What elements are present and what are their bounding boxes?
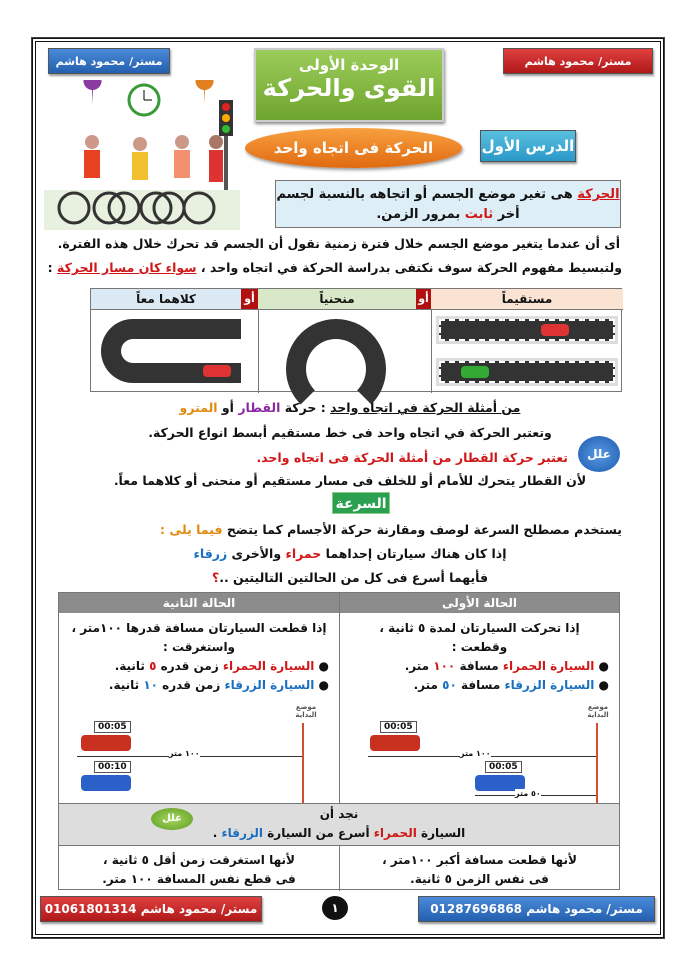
straight-road: [439, 319, 615, 341]
reason-text: فى نفس الزمن ٥ ثانية.: [410, 872, 549, 886]
green-car-icon: [461, 366, 489, 378]
path-straight-label: مستقيماً: [431, 289, 623, 309]
case-second: الحالة الثانية إذا قطعت السيارتان مسافة قدرها ١٠٠متر ، واستغرقت : ● السيارة الحمراء زمن قدره ٥ ثانية. ● السيارة الزرقاء زمن قدره ١٠ ثانية.: [59, 593, 339, 695]
text: أو: [217, 400, 239, 415]
unit-title: القوى والحركة: [262, 74, 436, 102]
text: فأيهما أسرع فى كل من الحالتين التاليتين ..: [219, 570, 489, 585]
path-curved-label: منحنياً: [258, 289, 416, 309]
why-badge: علل: [578, 436, 620, 472]
definition-term: الحركة: [577, 187, 620, 202]
text: إذا كان هناك سيارتان إحداهما: [321, 546, 507, 561]
text: : حركة: [280, 400, 331, 415]
definition-highlight: ثابت: [464, 207, 494, 222]
case-text: وقطعت :: [451, 640, 508, 654]
case-text: مسافة: [456, 678, 505, 692]
lesson-title: الحركة فى اتجاه واحد: [245, 128, 462, 168]
case-second-diagram: [59, 701, 339, 803]
start-line: [302, 723, 304, 803]
definition-text: هى تغير موضع الجسم أو اتجاهه بالنسبة لجسم: [276, 187, 578, 202]
text: :: [47, 260, 58, 275]
conclusion: [59, 805, 619, 843]
highlight: ؟: [211, 570, 220, 585]
blue-car-icon: [81, 775, 131, 791]
case-text: واستغرقت :: [162, 640, 236, 654]
highlight: فيما يلى :: [160, 522, 223, 537]
footer-contact-left: مستر/ محمود هاشم 01061801314: [40, 896, 262, 922]
reason-answer: لأن القطار يتحرك للأمام أو للخلف فى مسار مستقيم أو منحنى أو كلاهما معاً.: [113, 473, 587, 488]
unit-subtitle: الوحدة الأولى: [298, 56, 400, 74]
highlight: الحمراء: [373, 826, 417, 840]
text: من أمثلة الحركة في اتجاه واحد: [330, 400, 521, 415]
distance-label: ٥٠ متر: [515, 789, 541, 798]
text: والأخرى: [227, 546, 286, 561]
case-first: الحالة الأولى إذا تحركت السيارتان لمدة ٥ ثانية ، وقطعت : ● السيارة الحمراء مسافة ١٠٠ متر. ● السيارة الزرقاء مسافة ٥٠ متر.: [340, 593, 619, 695]
distance-label: ١٠٠ متر: [169, 749, 200, 758]
page-number: ١: [322, 896, 348, 920]
timer: 00:10: [94, 761, 131, 773]
author-label-left: مستر/ محمود هاشم: [48, 48, 170, 74]
text: السيارة: [416, 826, 466, 840]
lesson-label: الدرس الأول: [480, 130, 576, 162]
path-types-table: [90, 288, 622, 392]
text: ولتبسيط مفهوم الحركة سوف نكتفى بدراسة الحركة في اتجاه واحد ،: [196, 260, 622, 275]
case-text: متر.: [404, 659, 434, 673]
reason-text: لأنها استغرقت زمن أقل ٥ ثانية ،: [103, 853, 295, 867]
reason-question: تعتبر حركة القطار من أمثلة الحركة فى اتجاه واحد.: [256, 450, 568, 465]
text: .: [212, 826, 222, 840]
case-title: الحالة الأولى: [442, 596, 517, 610]
definition-text: أخر: [493, 207, 520, 222]
red-car-icon: [81, 735, 131, 751]
cases-table: [58, 592, 620, 890]
case-text: مسافة: [455, 659, 503, 673]
case-title: الحالة الثانية: [162, 596, 236, 610]
cyclists-illustration: [44, 80, 240, 230]
conclusion-text: نجد أن: [319, 807, 359, 821]
paragraph-line: وتعتبر الحركة في اتجاه واحد فى خط مستقيم أبسط انواع الحركة.: [148, 425, 552, 440]
timer: 00:05: [380, 721, 417, 733]
timer: 00:05: [485, 761, 522, 773]
blue-car-label: السيارة الزرقاء: [224, 678, 315, 692]
blue-car-label: السيارة الزرقاء: [504, 678, 595, 692]
value: ٥٠: [442, 678, 457, 692]
case-second-reason: [59, 851, 339, 889]
red-car-icon: [203, 365, 231, 377]
speed-title: السرعة: [332, 492, 390, 514]
case-text: متر.: [413, 678, 443, 692]
definition-text: بمرور الزمن.: [376, 207, 465, 222]
case-text: إذا تحركت السيارتان لمدة ٥ ثانية ،: [379, 621, 580, 635]
highlight: سواء كان مسار الحركة: [57, 260, 197, 275]
red-car-label: السيارة الحمراء: [222, 659, 315, 673]
highlight: الزرقاء: [221, 826, 264, 840]
paragraph-line: أى أن عندما يتغير موضع الجسم خلال فترة زمنية نقول أن الجسم قد تحرك خلال هذه الفترة.: [57, 236, 620, 251]
value: ١٠: [143, 678, 158, 692]
examples-line: [60, 400, 640, 415]
red-car-label: السيارة الحمراء: [502, 659, 595, 673]
unit-title-box: [254, 48, 444, 122]
case-first-diagram: [340, 701, 619, 803]
value: ٥: [149, 659, 157, 673]
start-position-label: موضع البداية: [295, 703, 317, 719]
case-text: ثانية.: [114, 659, 150, 673]
highlight: المترو: [179, 400, 218, 415]
or-label: أو: [416, 289, 431, 309]
start-position-label: موضع البداية: [587, 703, 609, 719]
paragraph-line: [60, 546, 640, 561]
footer-contact-right: مستر/ محمود هاشم 01287696868: [418, 896, 655, 922]
red-car-icon: [370, 735, 420, 751]
author-label-right: مستر/ محمود هاشم: [503, 48, 653, 74]
or-label: أو: [241, 289, 258, 309]
text: يستخدم مصطلح السرعة لوصف ومقارنة حركة الأجسام كما يتضح: [222, 522, 622, 537]
distance-label: ١٠٠ متر: [460, 749, 491, 758]
reason-text: فى قطع نفس المسافة ١٠٠ متر.: [102, 872, 296, 886]
case-text: ثانية.: [108, 678, 144, 692]
highlight: زرقاء: [193, 546, 228, 561]
case-text: زمن قدره: [156, 659, 223, 673]
timer: 00:05: [94, 721, 131, 733]
text: أسرع من السيارة: [263, 826, 374, 840]
reason-text: لأنها قطعت مسافة أكبر ١٠٠متر ،: [382, 853, 577, 867]
definition-box: [275, 180, 621, 228]
case-text: زمن قدره: [157, 678, 225, 692]
start-line: [596, 723, 598, 803]
highlight: القطار: [238, 400, 281, 415]
case-first-reason: [340, 851, 619, 889]
red-car-icon: [541, 324, 569, 336]
value: ١٠٠: [433, 659, 456, 673]
paragraph-line: [60, 570, 640, 585]
paragraph-line: [40, 260, 622, 275]
why-badge: علل: [151, 808, 193, 830]
highlight: حمراء: [285, 546, 322, 561]
case-text: إذا قطعت السيارتان مسافة قدرها ١٠٠متر ،: [71, 621, 327, 635]
paragraph-line: [60, 522, 622, 537]
path-both-label: كلاهما معاً: [91, 289, 241, 309]
